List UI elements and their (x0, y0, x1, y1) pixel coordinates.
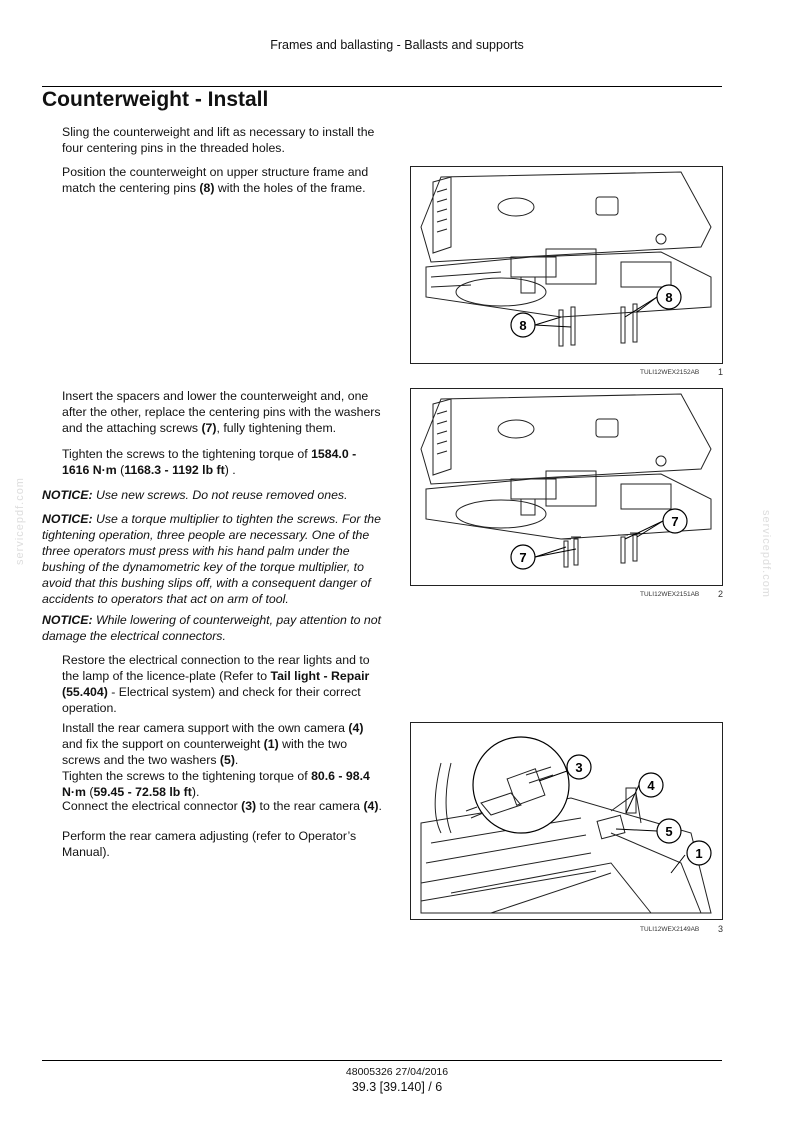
notice-text: Use a torque multiplier to tighten the screws. For the tightening operation, three people are necessary. One of the three operators must press with his hand palm under the bushing of the dynamometric key of the torque multiplier, to avoid that this bushing slips off, with a consequent danger of accidents to operators that act on arm of tool. (42, 512, 381, 606)
notice-text: Use new screws. Do not reuse removed ones. (92, 488, 348, 502)
watermark-left: servicepdf.com (14, 477, 26, 565)
paragraph-torque-2 (62, 768, 384, 800)
counterweight-pins-illustration (411, 167, 722, 363)
torque-lbft: 59.45 - 72.58 lb ft (93, 785, 192, 799)
text: - Electrical system) and check for their correct operation. (62, 685, 361, 715)
text: Position the counterweight on upper structure frame and match the centering pins (62, 165, 369, 195)
callout-3: 3 (575, 760, 583, 775)
callout-8b: 8 (665, 290, 673, 305)
notice-label: NOTICE: (42, 613, 93, 627)
text: and fix the support on counterweight (62, 737, 264, 751)
figure-3-number: 3 (718, 924, 724, 934)
notice-torque-multiplier (42, 511, 387, 607)
ref-counterweight: (1) (263, 737, 279, 751)
ref-connector: (3) (241, 799, 257, 813)
figure-1-number: 1 (718, 367, 724, 377)
text: with the holes of the frame. (214, 181, 366, 195)
rear-camera-illustration (411, 723, 722, 919)
ref-pins: (8) (199, 181, 215, 195)
callout-7a: 7 (519, 550, 527, 565)
ref-screws: (7) (201, 421, 217, 435)
figure-1-code: TULI12WEX2152AB (640, 369, 700, 376)
text: ( (85, 785, 94, 799)
text: ( (116, 463, 125, 477)
callout-4: 4 (647, 778, 655, 793)
text: Connect the electrical connector (62, 799, 242, 813)
paragraph-sling: Sling the counterweight and lift as necessary to install the four centering pins in the threaded holes. (62, 125, 375, 155)
torque-nm: 80.6 - 98.4 N·m (62, 769, 370, 799)
notice-text: While lowering of counterweight, pay attention to not damage the electrical connectors. (42, 613, 382, 643)
tail-light-reference: Tail light - Repair (55.404) (62, 669, 370, 699)
ref-washers: (5) (219, 753, 235, 767)
counterweight-screws-illustration (411, 389, 722, 585)
notice-label: NOTICE: (42, 488, 93, 502)
text: Install the rear camera support with the own camera (62, 721, 349, 735)
paragraph-camera-support (62, 720, 384, 768)
notice-connectors (42, 612, 387, 644)
paragraph-electrical (62, 652, 384, 716)
notice-new-screws (42, 487, 387, 503)
notice-label: NOTICE: (42, 512, 93, 526)
text: ) . (224, 463, 236, 477)
torque-lbft: 1168.3 - 1192 lb ft (124, 463, 225, 477)
figure-2 (410, 388, 723, 586)
paragraph-connector (62, 798, 384, 814)
paragraph-torque-1 (62, 446, 384, 478)
ref-camera: (4) (348, 721, 364, 735)
figure-2-code: TULI12WEX2151AB (640, 591, 700, 598)
text: . (378, 799, 382, 813)
text: Insert the spacers and lower the counterweight and, one after the other, replace the centering pins with the washers and the attaching screws (62, 389, 381, 435)
paragraph-spacers (62, 388, 384, 436)
footer-doc-info: 48005326 27/04/2016 (345, 1066, 449, 1078)
text: Tighten the screws to the tightening torque of (62, 447, 312, 461)
text: Restore the electrical connection to the rear lights and to the lamp of the licence-plate (Refer to (62, 653, 370, 683)
paragraph-position (62, 164, 384, 196)
footer-page-number: 39.3 [39.140] / 6 (351, 1080, 443, 1094)
page-header: Frames and ballasting - Ballasts and supports (270, 38, 524, 52)
text: with the two screws and the two washers (62, 737, 348, 767)
watermark-right: servicepdf.com (760, 510, 772, 598)
torque-nm: 1584.0 - 1616 N·m (62, 447, 357, 477)
header-rule (42, 86, 722, 87)
figure-1 (410, 166, 723, 364)
text: . (234, 753, 239, 767)
figure-3 (410, 722, 723, 920)
figure-3-code: TULI12WEX2149AB (640, 926, 700, 933)
callout-1: 1 (695, 846, 703, 861)
text: to the rear camera (256, 799, 364, 813)
text: Tighten the screws to the tightening torque of (62, 769, 312, 783)
footer-rule (42, 1060, 722, 1061)
figure-2-number: 2 (718, 589, 724, 599)
text: ). (191, 785, 200, 799)
callout-8a: 8 (519, 318, 527, 333)
callout-5: 5 (665, 824, 673, 839)
paragraph-adjust: Perform the rear camera adjusting (refer to Operator’s Manual). (62, 829, 357, 859)
text: , fully tightening them. (216, 421, 337, 435)
callout-7b: 7 (671, 514, 679, 529)
ref-camera: (4) (363, 799, 379, 813)
page-title: Counterweight - Install (42, 88, 269, 111)
